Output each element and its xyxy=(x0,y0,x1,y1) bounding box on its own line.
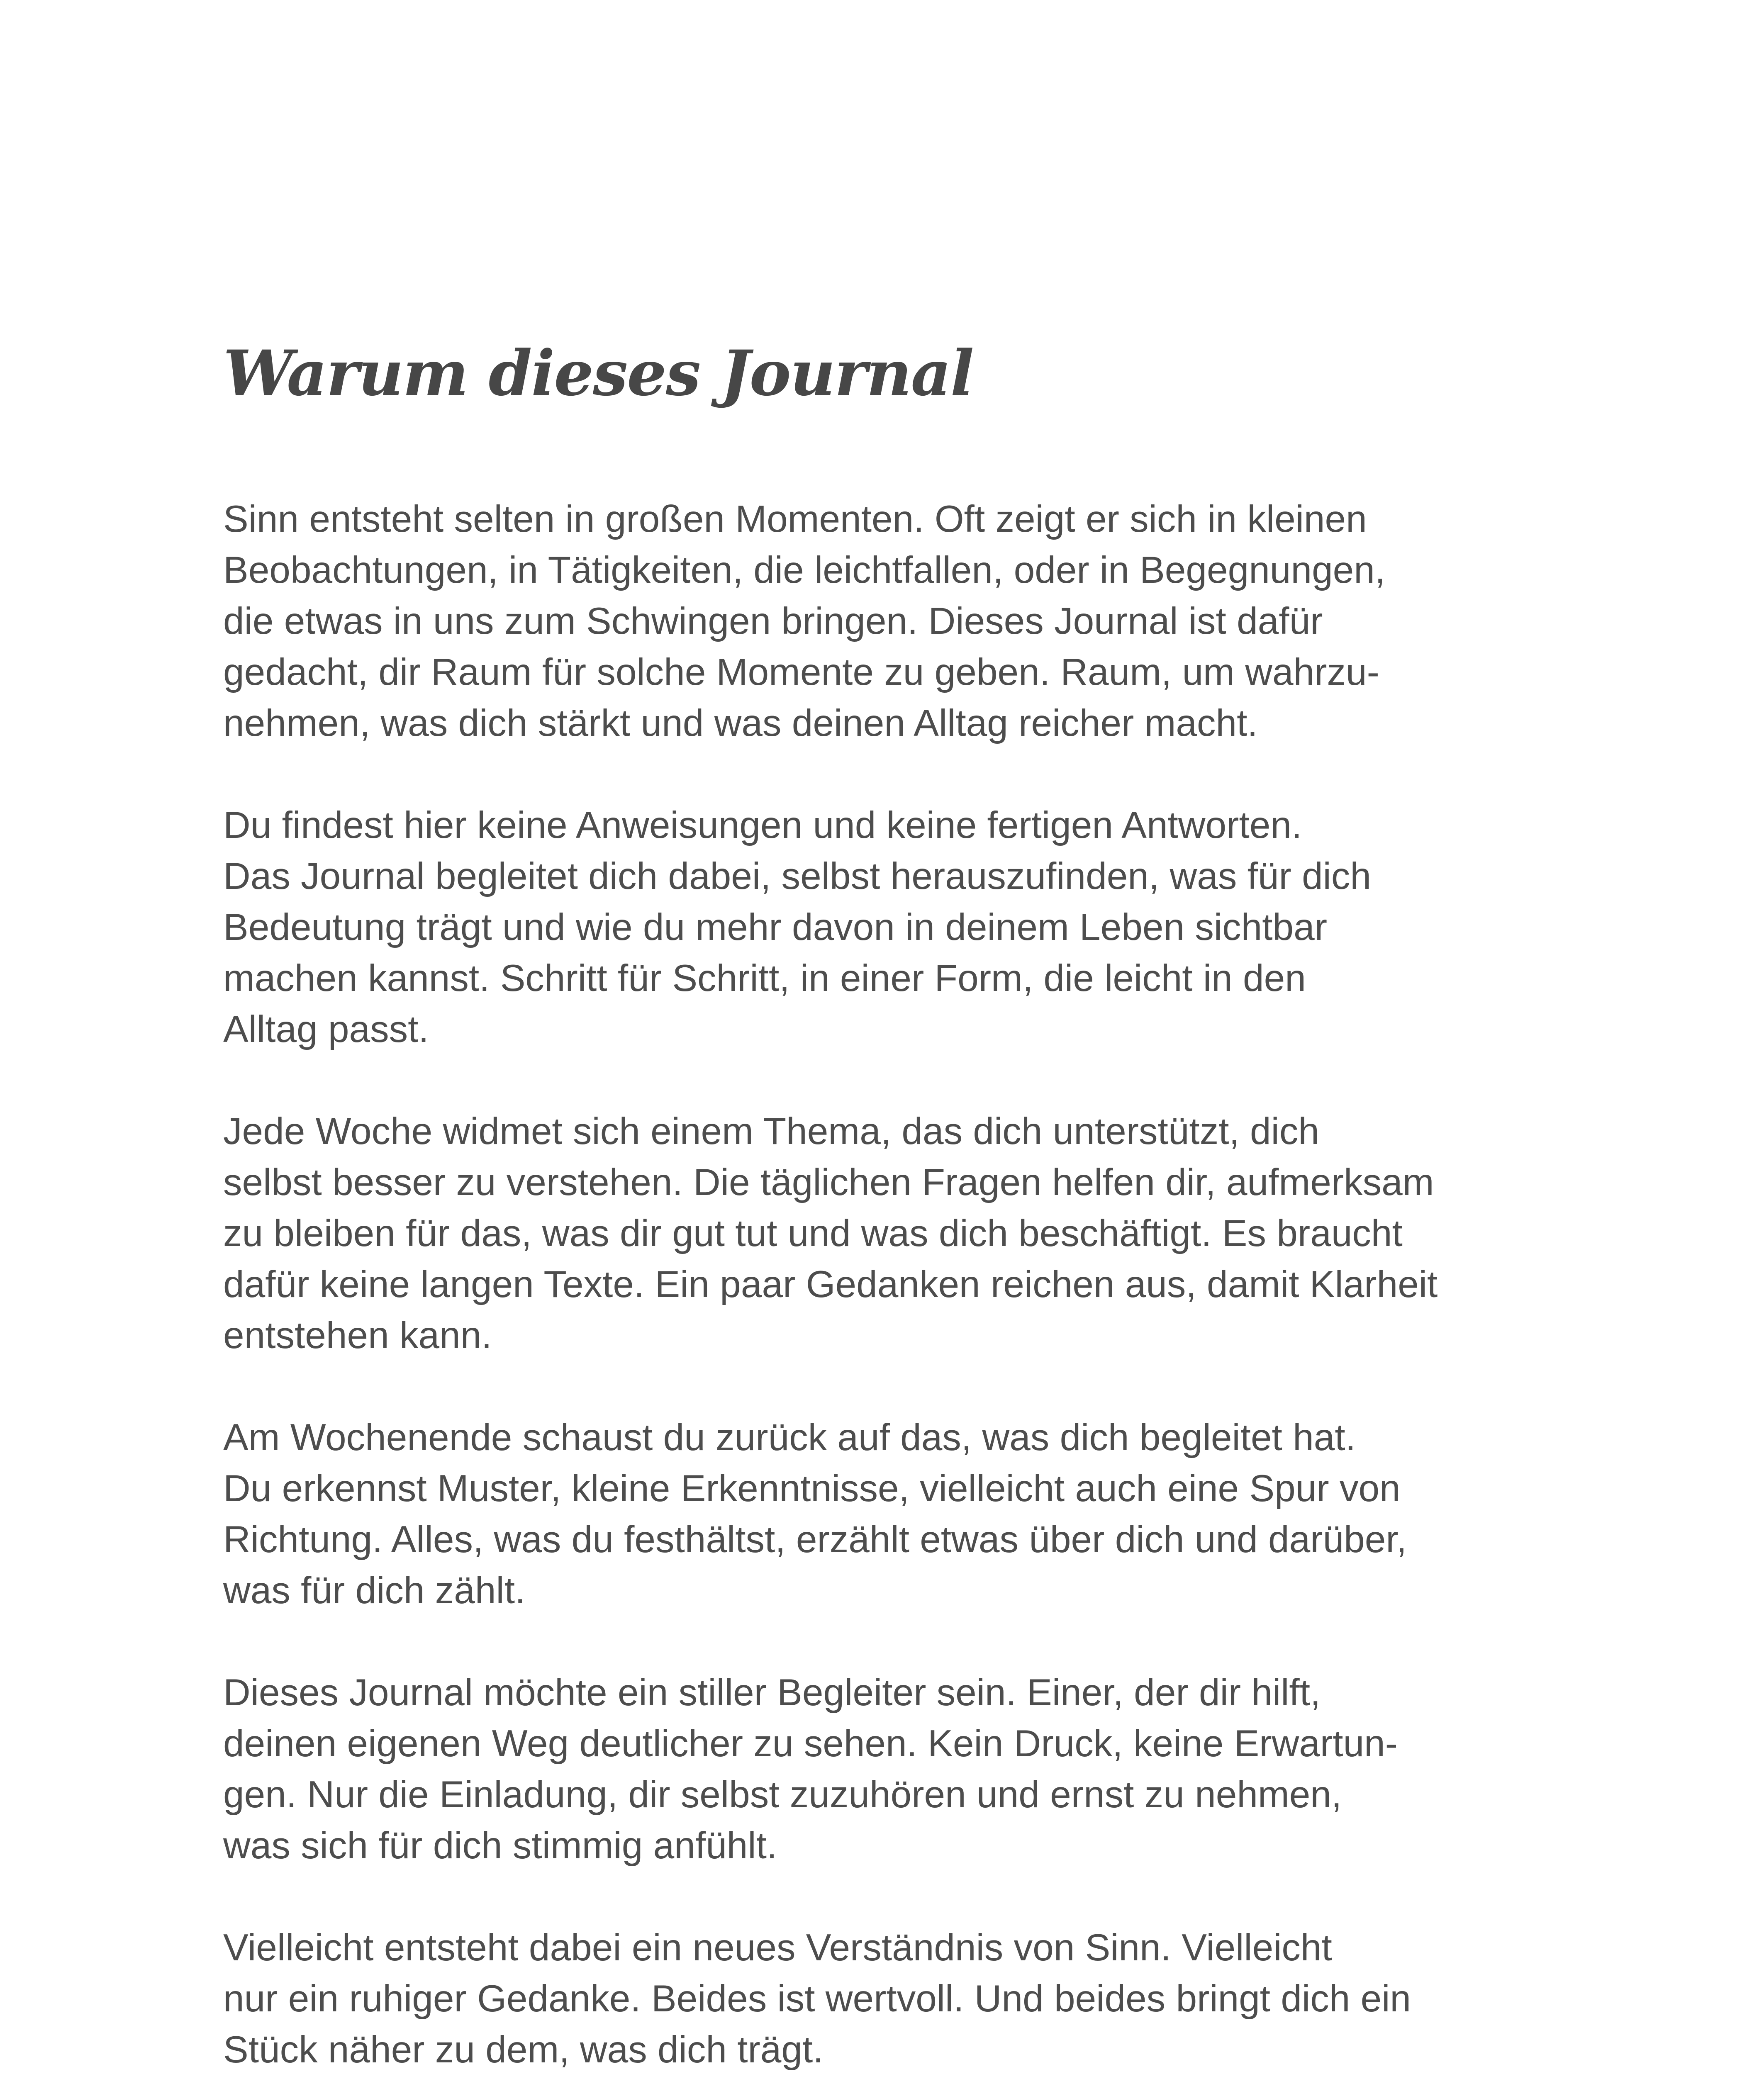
text-line: zu bleiben für das, was dir gut tut und was dich beschäftigt. Es braucht xyxy=(223,1212,1403,1254)
text-line: selbst besser zu verstehen. Die täglichen Fragen helfen dir, aufmerksam xyxy=(223,1161,1434,1203)
text-line: Beobachtungen, in Tätigkeiten, die leichtfallen, oder in Begegnungen, xyxy=(223,549,1386,591)
text-line: Bedeutung trägt und wie du mehr davon in deinem Leben sichtbar xyxy=(223,906,1327,948)
paragraph-4 xyxy=(223,1412,1592,1616)
text-line: die etwas in uns zum Schwingen bringen. Dieses Journal ist dafür xyxy=(223,600,1323,642)
text-line: nur ein ruhiger Gedanke. Beides ist wertvoll. Und beides bringt dich ein xyxy=(223,1978,1411,2020)
text-line: Jede Woche widmet sich einem Thema, das dich unterstützt, dich xyxy=(223,1110,1319,1152)
text-line: Du findest hier keine Anweisungen und keine fertigen Antworten. xyxy=(223,804,1302,846)
text-line: nehmen, was dich stärkt und was deinen Alltag reicher macht. xyxy=(223,702,1258,744)
paragraph-1 xyxy=(223,494,1592,749)
paragraph-2 xyxy=(223,800,1592,1055)
text-line: Das Journal begleitet dich dabei, selbst herauszufinden, was für dich xyxy=(223,855,1372,897)
body-text xyxy=(223,494,1592,2074)
text-line: Am Wochenende schaust du zurück auf das, was dich begleitet hat. xyxy=(223,1417,1356,1458)
text-line: Richtung. Alles, was du festhältst, erzählt etwas über dich und darüber, xyxy=(223,1519,1407,1560)
text-line: Vielleicht entsteht dabei ein neues Verständnis von Sinn. Vielleicht xyxy=(223,1927,1332,1969)
text-line: gen. Nur die Einladung, dir selbst zuzuhören und ernst zu nehmen, xyxy=(223,1774,1342,1816)
paragraph-5 xyxy=(223,1667,1592,1871)
text-line: dafür keine langen Texte. Ein paar Gedanken reichen aus, damit Klarheit xyxy=(223,1263,1438,1305)
paragraph-3 xyxy=(223,1106,1592,1361)
text-line: Alltag passt. xyxy=(223,1008,429,1050)
text-line: gedacht, dir Raum für solche Momente zu geben. Raum, um wahrzu- xyxy=(223,651,1379,693)
text-line: Du erkennst Muster, kleine Erkenntnisse, vielleicht auch eine Spur von xyxy=(223,1468,1401,1509)
text-line: Sinn entsteht selten in großen Momenten. Oft zeigt er sich in kleinen xyxy=(223,498,1367,540)
text-line: was für dich zählt. xyxy=(223,1570,526,1611)
text-line: was sich für dich stimmig anfühlt. xyxy=(223,1825,777,1867)
text-line: machen kannst. Schritt für Schritt, in einer Form, die leicht in den xyxy=(223,957,1306,999)
text-line: entstehen kann. xyxy=(223,1315,492,1356)
text-line: deinen eigenen Weg deutlicher zu sehen. Kein Druck, keine Erwartun- xyxy=(223,1723,1398,1765)
paragraph-6 xyxy=(223,1922,1592,2074)
page-title: Warum dieses Journal xyxy=(223,337,973,410)
text-line: Dieses Journal möchte ein stiller Begleiter sein. Einer, der dir hilft, xyxy=(223,1672,1321,1714)
text-line: Stück näher zu dem, was dich trägt. xyxy=(223,2029,824,2071)
